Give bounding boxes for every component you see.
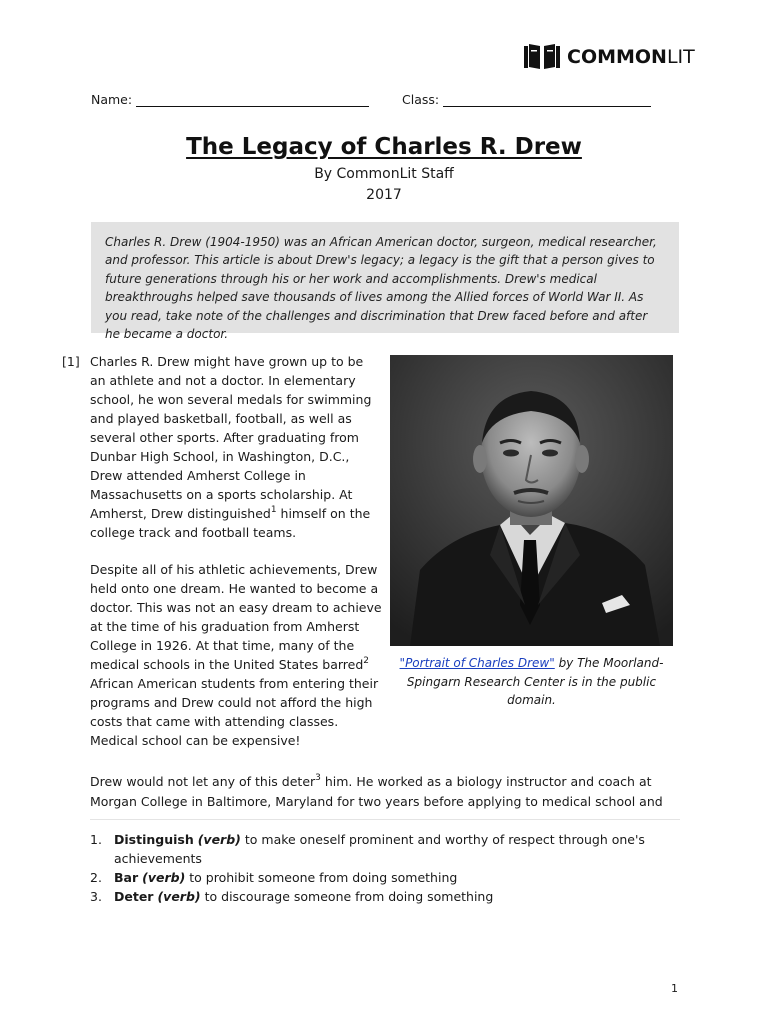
page-number: 1 [671,982,678,995]
class-line[interactable] [443,93,651,107]
intro-text: Charles R. Drew (1904-1950) was an African American doctor, surgeon, medical researcher, and professor. This article is about Drew's legacy; a legacy is the gift that a person gives to future generations through his or her work and accomplishments. Drew's medical breakthroughs helped save thousands of lives among the Allied forces of World War II. As you read, take note of the challenges and discrimination that Drew faced before and after he became a doctor. [105,235,657,342]
paragraph-marker: [1] [62,354,80,369]
photo-source-link[interactable]: "Portrait of Charles Drew" [399,656,555,670]
brand-name: COMMONLIT [567,46,695,68]
footnote-item: 2. Bar (verb) to prohibit someone from doing something [90,870,458,885]
portrait-image [390,355,673,646]
name-label: Name: [91,92,133,107]
left-column [90,352,382,768]
byline: By CommonLit Staff [314,166,454,182]
paragraph-2: Despite all of his athletic achievements, Drew held onto one dream. He wanted to become a doctor. This was not an easy dream to achieve at the time of his graduation from Amherst College in 1926. At that time, many of the medical schools in the United States barred$^2$ African American students from entering their programs and Drew could not afford the high costs that came with attending classes. Medical school can be expensive! [90,562,382,748]
student-info-row [91,92,668,112]
footnote-item: 3. Deter (verb) to discourage someone from doing something [90,889,494,904]
paragraph-1: Charles R. Drew might have grown up to be an athlete and not a doctor. In elementary school, he won several medals for swimming and played basketball, football, as well as several other sports. After graduating from Dunbar High School, in Washington, D.C., Drew attended Amherst College in Massachusetts on a sports scholarship. At Amherst, Drew distinguished$^1$ himself on the college track and football teams. [90,354,372,540]
footnote-item: 1. Distinguish (verb) to make oneself prominent and worthy of respect through one's achievements [90,832,645,866]
footnote-ref-3[interactable]: 3 [315,772,321,783]
commonlit-logo [523,42,695,72]
footnote-ref-2[interactable]: 2 [363,655,370,666]
name-line[interactable] [136,93,369,107]
portrait-photo [390,355,673,646]
footnote-divider [90,819,680,820]
footnote-ref-1[interactable]: 1 [270,504,277,515]
paragraph-3: Drew would not let any of this deter$^3$ him. He worked as a biology instructor and coach at Morgan College in Baltimore, Maryland for two years before applying to medical school and [90,772,663,809]
name-field[interactable] [91,92,369,107]
class-field[interactable] [402,92,651,107]
open-book-icon [523,42,561,72]
publication-year: 2017 [366,187,402,203]
photo-caption: "Portrait of Charles Drew" by The Moorland-Spingarn Research Center is in the public domain. [399,656,664,707]
class-label: Class: [402,92,440,107]
page-title: The Legacy of Charles R. Drew [186,134,582,160]
footnotes-list [90,830,680,906]
intro-box [91,222,679,342]
